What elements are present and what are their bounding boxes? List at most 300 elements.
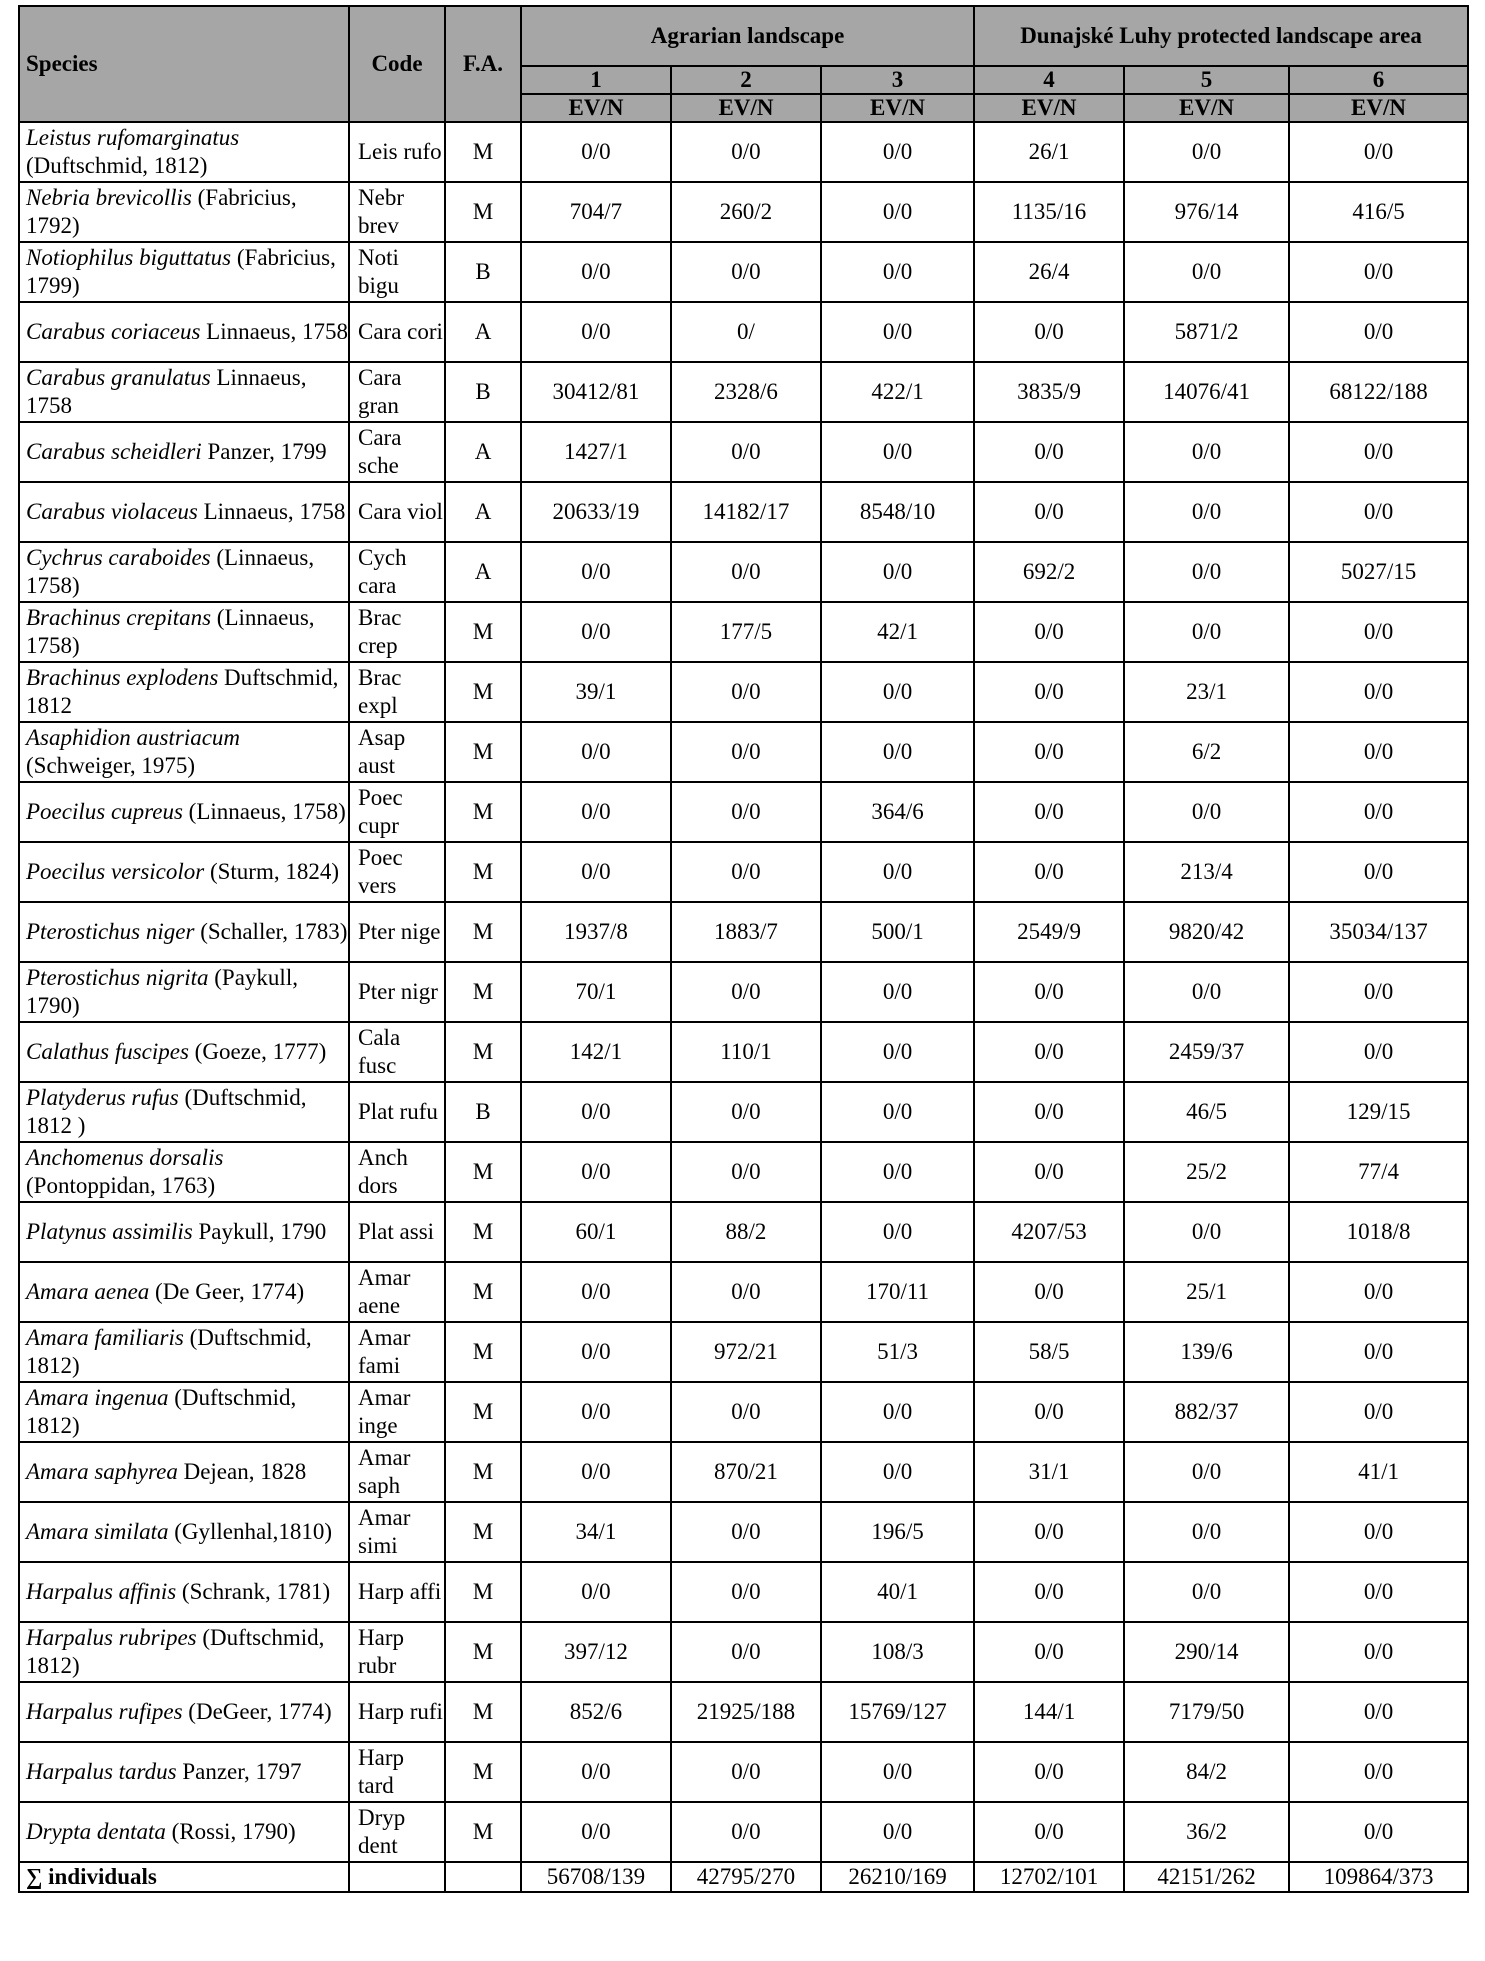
ev-n-value: 0/0 (521, 1742, 671, 1802)
table-row (19, 722, 1468, 782)
ev-n-value: 30412/81 (521, 362, 671, 422)
table-row (19, 1682, 1468, 1742)
ev-n-value: 8548/10 (821, 482, 974, 542)
ev-n-header: EV/N (1124, 94, 1289, 122)
ev-n-value: 0/0 (521, 1262, 671, 1322)
fa-value: B (445, 362, 521, 422)
ev-n-value: 0/0 (1289, 1262, 1468, 1322)
species-genus: Poecilus cupreus (26, 799, 183, 824)
ev-n-value: 1135/16 (974, 182, 1124, 242)
ev-n-value: 0/0 (671, 1262, 821, 1322)
ev-n-value: 25/2 (1124, 1142, 1289, 1202)
ev-n-value: 0/0 (974, 722, 1124, 782)
fa-value: A (445, 542, 521, 602)
fa-value: M (445, 962, 521, 1022)
ev-n-value: 0/0 (1289, 1682, 1468, 1742)
ev-n-value: 0/0 (1124, 1202, 1289, 1262)
fa-value: M (445, 1322, 521, 1382)
ev-n-value: 0/0 (521, 1142, 671, 1202)
ev-n-value: 0/0 (521, 302, 671, 362)
ev-n-value: 0/0 (1289, 962, 1468, 1022)
table-row (19, 1622, 1468, 1682)
ev-n-value: 5871/2 (1124, 302, 1289, 362)
table-row (19, 1802, 1468, 1862)
ev-n-value: 1937/8 (521, 902, 671, 962)
species-name (19, 1322, 349, 1382)
ev-n-value: 20633/19 (521, 482, 671, 542)
ev-n-value: 129/15 (1289, 1082, 1468, 1142)
ev-n-value: 0/0 (1124, 1442, 1289, 1502)
species-code: Plat assi (349, 1202, 445, 1262)
ev-n-value: 0/0 (974, 842, 1124, 902)
species-genus: Amara saphyrea (26, 1459, 178, 1484)
ev-n-value: 0/0 (1124, 122, 1289, 182)
ev-n-value: 0/0 (821, 962, 974, 1022)
total-value: 56708/139 (521, 1862, 671, 1892)
ev-n-value: 51/3 (821, 1322, 974, 1382)
ev-n-value: 0/0 (974, 482, 1124, 542)
total-label: ∑ individuals (19, 1862, 349, 1892)
species-code: Cara gran (349, 362, 445, 422)
ev-n-value: 0/0 (974, 1262, 1124, 1322)
species-author: (Duftschmid, 1812 ) (26, 1085, 307, 1138)
ev-n-value: 0/0 (821, 1142, 974, 1202)
ev-n-header: EV/N (821, 94, 974, 122)
fa-value: M (445, 1682, 521, 1742)
ev-n-value: 0/0 (521, 842, 671, 902)
species-author: (Paykull, 1790) (26, 965, 298, 1018)
ev-n-value: 35034/137 (1289, 902, 1468, 962)
ev-n-value: 0/0 (1124, 782, 1289, 842)
ev-n-value: 108/3 (821, 1622, 974, 1682)
species-author: (Linnaeus, 1758) (26, 545, 315, 598)
site-number-header: 5 (1124, 66, 1289, 94)
ev-n-value: 2549/9 (974, 902, 1124, 962)
ev-n-value: 692/2 (974, 542, 1124, 602)
ev-n-value: 0/0 (974, 1082, 1124, 1142)
species-genus: Anchomenus dorsalis (26, 1145, 224, 1170)
species-name (19, 362, 349, 422)
table-row (19, 1382, 1468, 1442)
fa-value: M (445, 1202, 521, 1262)
ev-n-value: 213/4 (1124, 842, 1289, 902)
species-code: Noti bigu (349, 242, 445, 302)
fa-value: M (445, 1622, 521, 1682)
ev-n-value: 0/0 (1289, 482, 1468, 542)
ev-n-value: 0/0 (671, 722, 821, 782)
species-author: (Fabricius, 1799) (26, 245, 336, 298)
ev-n-value: 0/0 (974, 1142, 1124, 1202)
fa-value: M (445, 1142, 521, 1202)
species-header: Species (19, 6, 349, 122)
ev-n-value: 0/0 (974, 1562, 1124, 1622)
fa-value: A (445, 302, 521, 362)
ev-n-value: 0/0 (1289, 1502, 1468, 1562)
ev-n-value: 144/1 (974, 1682, 1124, 1742)
ev-n-value: 0/0 (1289, 1022, 1468, 1082)
ev-n-value: 60/1 (521, 1202, 671, 1262)
ev-n-value: 0/0 (974, 1502, 1124, 1562)
table-row (19, 422, 1468, 482)
species-name (19, 1022, 349, 1082)
ev-n-value: 0/0 (821, 1382, 974, 1442)
ev-n-value: 0/0 (521, 1322, 671, 1382)
species-name (19, 182, 349, 242)
species-genus: Harpalus affinis (26, 1579, 177, 1604)
species-name (19, 1682, 349, 1742)
ev-n-value: 14182/17 (671, 482, 821, 542)
ev-n-value: 42/1 (821, 602, 974, 662)
ev-n-value: 1018/8 (1289, 1202, 1468, 1262)
fa-value: M (445, 662, 521, 722)
table-body (19, 122, 1468, 1892)
species-code: Cala fusc (349, 1022, 445, 1082)
ev-n-value: 0/0 (821, 1802, 974, 1862)
ev-n-value: 88/2 (671, 1202, 821, 1262)
ev-n-value: 0/0 (974, 782, 1124, 842)
ev-n-value: 0/0 (521, 722, 671, 782)
ev-n-value: 397/12 (521, 1622, 671, 1682)
species-author: (Schrank, 1781) (181, 1579, 331, 1604)
ev-n-value: 0/0 (1289, 1742, 1468, 1802)
fa-value: M (445, 1382, 521, 1442)
fa-value: M (445, 1562, 521, 1622)
ev-n-value: 0/0 (1289, 1562, 1468, 1622)
code-header: Code (349, 6, 445, 122)
fa-value: M (445, 1502, 521, 1562)
species-name (19, 662, 349, 722)
ev-n-value: 0/0 (974, 302, 1124, 362)
ev-n-value: 0/0 (1124, 1502, 1289, 1562)
species-genus: Harpalus tardus (26, 1759, 177, 1784)
ev-n-header: EV/N (974, 94, 1124, 122)
ev-n-value: 40/1 (821, 1562, 974, 1622)
ev-n-value: 0/0 (974, 422, 1124, 482)
species-genus: Carabus coriaceus (26, 319, 201, 344)
ev-n-value: 882/37 (1124, 1382, 1289, 1442)
ev-n-value: 0/0 (671, 962, 821, 1022)
species-genus: Notiophilus biguttatus (26, 245, 232, 270)
species-genus: Nebria brevicollis (26, 185, 192, 210)
fa-value: M (445, 1802, 521, 1862)
ev-n-value: 0/0 (671, 842, 821, 902)
ev-n-value: 0/0 (671, 662, 821, 722)
ev-n-value: 260/2 (671, 182, 821, 242)
species-code: Amar aene (349, 1262, 445, 1322)
total-fa-empty (445, 1862, 521, 1892)
ev-n-value: 0/0 (1124, 422, 1289, 482)
species-code: Poec cupr (349, 782, 445, 842)
species-name (19, 1442, 349, 1502)
ev-n-value: 0/0 (671, 1502, 821, 1562)
ev-n-header: EV/N (671, 94, 821, 122)
table-row (19, 122, 1468, 182)
species-name (19, 1262, 349, 1322)
species-code: Amar fami (349, 1322, 445, 1382)
ev-n-value: 0/0 (1289, 782, 1468, 842)
ev-n-value: 0/0 (1289, 602, 1468, 662)
table-row (19, 1742, 1468, 1802)
ev-n-value: 0/0 (1289, 242, 1468, 302)
ev-n-value: 0/0 (521, 1382, 671, 1442)
fa-value: B (445, 1082, 521, 1142)
species-code: Asap aust (349, 722, 445, 782)
ev-n-value: 0/0 (1124, 242, 1289, 302)
ev-n-value: 0/0 (671, 782, 821, 842)
ev-n-value: 34/1 (521, 1502, 671, 1562)
ev-n-value: 0/0 (821, 1442, 974, 1502)
ev-n-value: 25/1 (1124, 1262, 1289, 1322)
species-genus: Carabus granulatus (26, 365, 211, 390)
species-author: (Duftschmid, 1812) (26, 1385, 297, 1438)
species-name (19, 242, 349, 302)
species-name (19, 1502, 349, 1562)
ev-n-value: 196/5 (821, 1502, 974, 1562)
ev-n-value: 0/0 (1289, 1322, 1468, 1382)
species-code: Brac expl (349, 662, 445, 722)
ev-n-value: 0/0 (821, 422, 974, 482)
ev-n-value: 39/1 (521, 662, 671, 722)
species-author: (Pontoppidan, 1763) (26, 1173, 216, 1198)
species-author: (Sturm, 1824) (209, 859, 340, 884)
species-author: (Goeze, 1777) (194, 1039, 327, 1064)
species-name (19, 842, 349, 902)
fa-value: A (445, 422, 521, 482)
species-author: Linnaeus, 1758 (206, 319, 348, 344)
species-code: Leis rufo (349, 122, 445, 182)
total-value: 26210/169 (821, 1862, 974, 1892)
ev-n-value: 0/0 (821, 1202, 974, 1262)
ev-n-value: 500/1 (821, 902, 974, 962)
table-row (19, 1022, 1468, 1082)
ev-n-value: 0/0 (821, 1742, 974, 1802)
ev-n-value: 15769/127 (821, 1682, 974, 1742)
species-name (19, 1562, 349, 1622)
species-genus: Pterostichus nigrita (26, 965, 209, 990)
species-code: Poec vers (349, 842, 445, 902)
ev-n-value: 23/1 (1124, 662, 1289, 722)
ev-n-value: 0/0 (521, 122, 671, 182)
table-row (19, 182, 1468, 242)
ev-n-value: 0/0 (1289, 842, 1468, 902)
species-name (19, 1202, 349, 1262)
species-author: Linnaeus, 1758 (203, 499, 346, 524)
species-author: (Schaller, 1783) (200, 919, 348, 944)
species-code: Anch dors (349, 1142, 445, 1202)
ev-n-value: 0/0 (974, 962, 1124, 1022)
fa-value: M (445, 182, 521, 242)
ev-n-value: 1883/7 (671, 902, 821, 962)
fa-value: M (445, 1262, 521, 1322)
ev-n-value: 21925/188 (671, 1682, 821, 1742)
ev-n-value: 70/1 (521, 962, 671, 1022)
dunajske-luhy-header: Dunajské Luhy protected landscape area (974, 6, 1468, 66)
ev-n-value: 972/21 (671, 1322, 821, 1382)
species-author: (Duftschmid, 1812) (26, 1325, 312, 1378)
ev-n-value: 290/14 (1124, 1622, 1289, 1682)
species-name (19, 902, 349, 962)
ev-n-value: 0/0 (821, 242, 974, 302)
species-genus: Amara familiaris (26, 1325, 184, 1350)
ev-n-value: 0/0 (974, 1382, 1124, 1442)
site-number-header: 4 (974, 66, 1124, 94)
species-author: (DeGeer, 1774) (188, 1699, 332, 1724)
species-table (18, 5, 1469, 1893)
fa-header: F.A. (445, 6, 521, 122)
species-genus: Harpalus rubripes (26, 1625, 197, 1650)
table-row (19, 782, 1468, 842)
ev-n-value: 36/2 (1124, 1802, 1289, 1862)
agrarian-landscape-header: Agrarian landscape (521, 6, 974, 66)
table-row (19, 362, 1468, 422)
table-row (19, 1082, 1468, 1142)
ev-n-value: 0/0 (671, 1142, 821, 1202)
ev-n-value: 416/5 (1289, 182, 1468, 242)
ev-n-value: 3835/9 (974, 362, 1124, 422)
species-code: Harp rufi (349, 1682, 445, 1742)
ev-n-value: 0/0 (1124, 602, 1289, 662)
ev-n-value: 0/0 (671, 242, 821, 302)
fa-value: M (445, 902, 521, 962)
ev-n-value: 0/0 (671, 1562, 821, 1622)
species-genus: Brachinus crepitans (26, 605, 212, 630)
site-number-header: 2 (671, 66, 821, 94)
ev-n-value: 7179/50 (1124, 1682, 1289, 1742)
fa-value: M (445, 1022, 521, 1082)
species-genus: Amara aenea (26, 1279, 150, 1304)
species-genus: Poecilus versicolor (26, 859, 205, 884)
ev-n-value: 1427/1 (521, 422, 671, 482)
species-name (19, 122, 349, 182)
species-name (19, 962, 349, 1022)
species-author: Duftschmid, 1812 (26, 665, 339, 718)
table-row (19, 1442, 1468, 1502)
ev-n-value: 852/6 (521, 1682, 671, 1742)
ev-n-value: 0/0 (671, 422, 821, 482)
species-code: Dryp dent (349, 1802, 445, 1862)
table-row (19, 842, 1468, 902)
ev-n-value: 0/0 (521, 242, 671, 302)
ev-n-value: 0/0 (521, 602, 671, 662)
species-code: Cych cara (349, 542, 445, 602)
ev-n-value: 0/ (671, 302, 821, 362)
species-code: Amar saph (349, 1442, 445, 1502)
species-author: (Duftschmid, 1812) (26, 153, 208, 178)
ev-n-value: 422/1 (821, 362, 974, 422)
ev-n-value: 14076/41 (1124, 362, 1289, 422)
ev-n-value: 26/1 (974, 122, 1124, 182)
ev-n-value: 9820/42 (1124, 902, 1289, 962)
ev-n-value: 0/0 (1124, 1562, 1289, 1622)
site-number-header: 6 (1289, 66, 1468, 94)
table-row (19, 302, 1468, 362)
species-name (19, 602, 349, 662)
ev-n-header: EV/N (1289, 94, 1468, 122)
species-author: (Linnaeus, 1758) (188, 799, 346, 824)
ev-n-value: 177/5 (671, 602, 821, 662)
ev-n-value: 976/14 (1124, 182, 1289, 242)
species-genus: Platyderus rufus (26, 1085, 179, 1110)
species-author: (Schweiger, 1975) (26, 753, 195, 778)
species-code: Harp affi (349, 1562, 445, 1622)
ev-n-value: 0/0 (821, 722, 974, 782)
ev-n-value: 0/0 (671, 122, 821, 182)
table-header (19, 6, 1468, 122)
ev-n-value: 41/1 (1289, 1442, 1468, 1502)
ev-n-value: 0/0 (974, 1742, 1124, 1802)
ev-n-value: 0/0 (821, 182, 974, 242)
total-value: 42795/270 (671, 1862, 821, 1892)
ev-n-value: 0/0 (1289, 662, 1468, 722)
species-author: (De Geer, 1774) (155, 1279, 305, 1304)
species-name (19, 542, 349, 602)
ev-n-value: 142/1 (521, 1022, 671, 1082)
ev-n-value: 0/0 (821, 542, 974, 602)
ev-n-value: 0/0 (974, 662, 1124, 722)
ev-n-value: 704/7 (521, 182, 671, 242)
fa-value: M (445, 1742, 521, 1802)
species-author: (Gyllenhal,1810) (174, 1519, 332, 1544)
species-author: Linnaeus, 1758 (26, 365, 307, 418)
ev-n-value: 110/1 (671, 1022, 821, 1082)
ev-n-value: 0/0 (1289, 122, 1468, 182)
ev-n-value: 0/0 (1289, 1382, 1468, 1442)
species-name (19, 422, 349, 482)
species-name (19, 1622, 349, 1682)
species-name (19, 782, 349, 842)
ev-n-value: 0/0 (671, 1082, 821, 1142)
ev-n-value: 0/0 (671, 1802, 821, 1862)
ev-n-value: 0/0 (671, 1622, 821, 1682)
total-value: 12702/101 (974, 1862, 1124, 1892)
ev-n-value: 2459/37 (1124, 1022, 1289, 1082)
species-name (19, 1082, 349, 1142)
species-code: Plat rufu (349, 1082, 445, 1142)
ev-n-value: 170/11 (821, 1262, 974, 1322)
species-code: Nebr brev (349, 182, 445, 242)
species-name (19, 302, 349, 362)
site-number-header: 3 (821, 66, 974, 94)
total-row (19, 1862, 1468, 1892)
ev-n-value: 0/0 (521, 1562, 671, 1622)
species-genus: Drypta dentata (26, 1819, 166, 1844)
total-code-empty (349, 1862, 445, 1892)
species-genus: Carabus scheidleri (26, 439, 202, 464)
table-row (19, 482, 1468, 542)
species-genus: Pterostichus niger (26, 919, 195, 944)
table-row (19, 1202, 1468, 1262)
species-author: (Fabricius, 1792) (26, 185, 297, 238)
ev-n-value: 0/0 (974, 1802, 1124, 1862)
ev-n-value: 0/0 (1289, 1622, 1468, 1682)
species-code: Harp tard (349, 1742, 445, 1802)
species-name (19, 1802, 349, 1862)
table-row (19, 242, 1468, 302)
ev-n-value: 870/21 (671, 1442, 821, 1502)
ev-n-value: 0/0 (1289, 302, 1468, 362)
ev-n-value: 0/0 (671, 1742, 821, 1802)
total-value: 42151/262 (1124, 1862, 1289, 1892)
fa-value: M (445, 602, 521, 662)
total-value: 109864/373 (1289, 1862, 1468, 1892)
fa-value: M (445, 722, 521, 782)
ev-n-value: 0/0 (521, 782, 671, 842)
ev-n-value: 0/0 (1289, 422, 1468, 482)
species-code: Amar simi (349, 1502, 445, 1562)
ev-n-value: 0/0 (521, 1082, 671, 1142)
table-row (19, 1142, 1468, 1202)
species-author: Panzer, 1799 (207, 439, 327, 464)
